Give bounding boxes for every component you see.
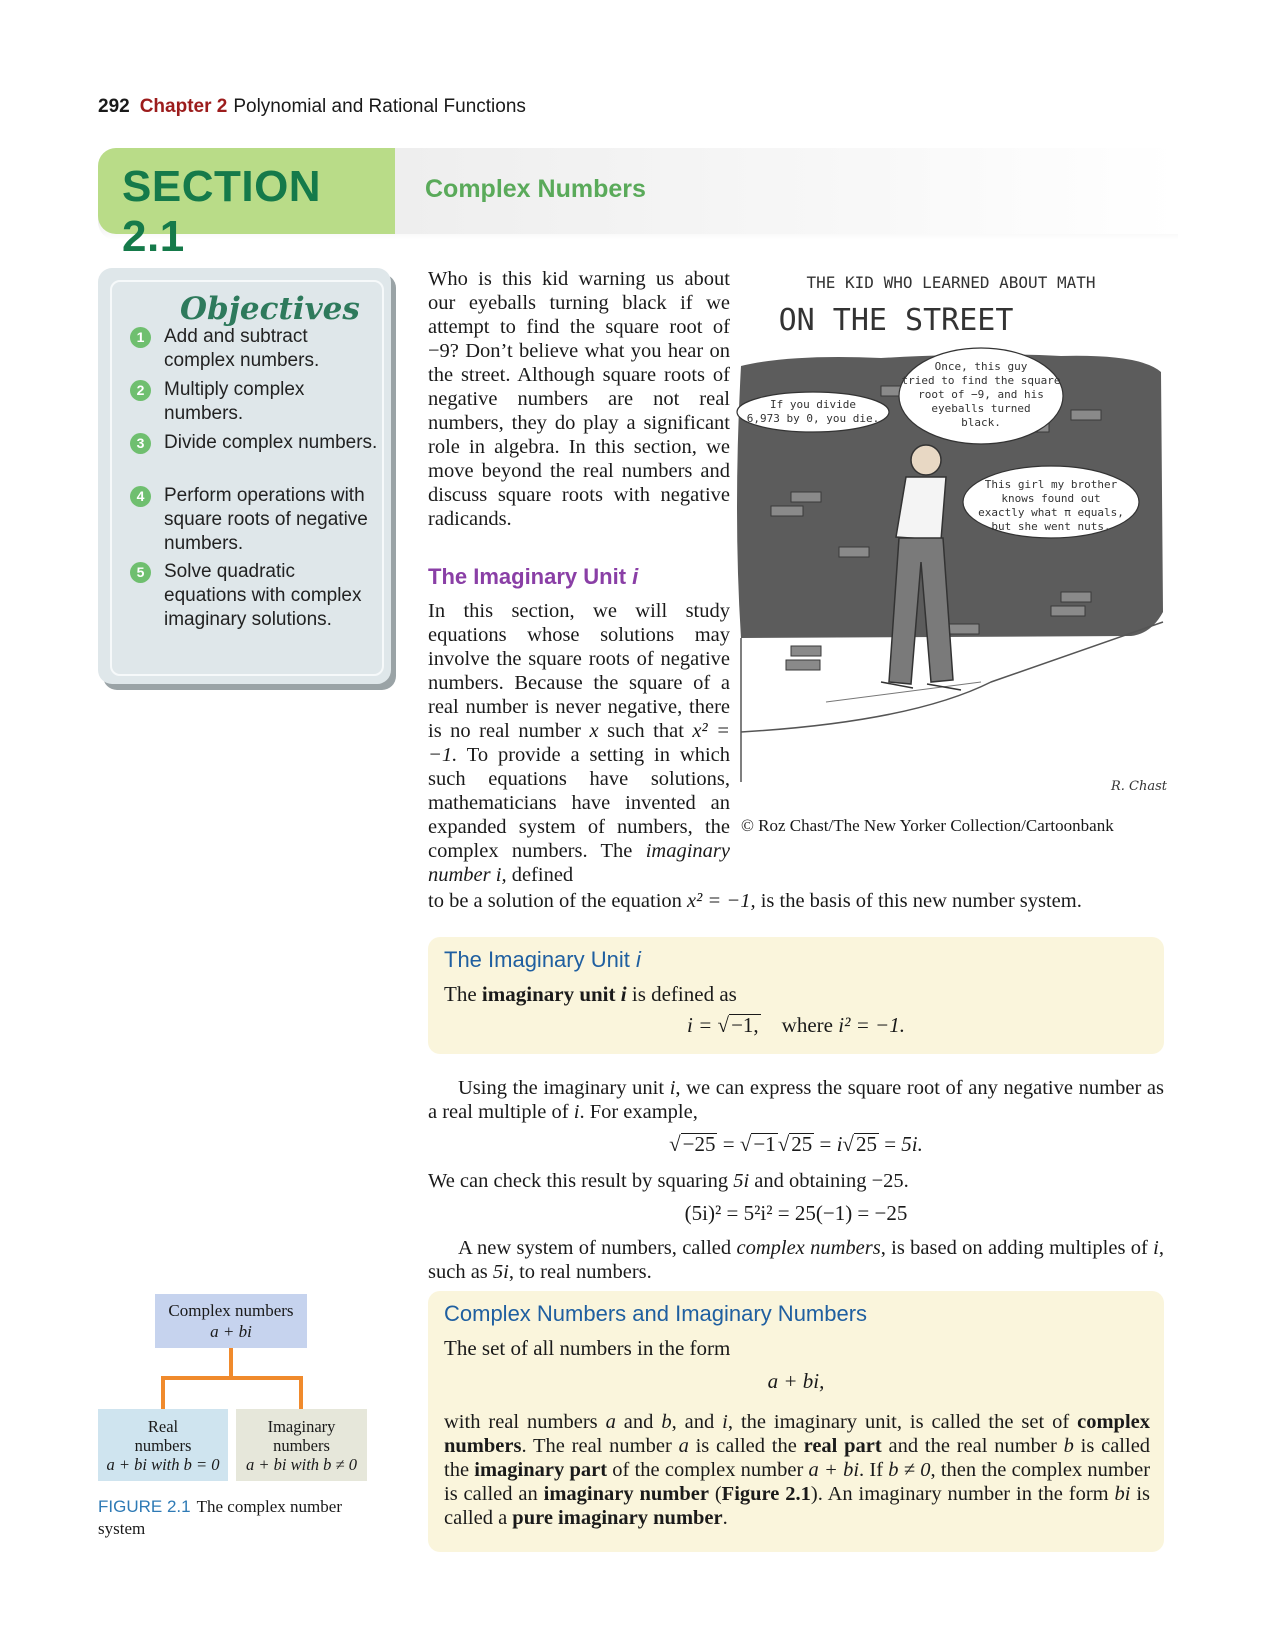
cartoon-title-line2: ON THE STREET bbox=[778, 303, 1014, 338]
bubble2-line2: tried to find the square bbox=[901, 374, 1061, 387]
complex-intro-c: , such as bbox=[428, 1237, 1164, 1283]
box2-s3: , the imaginary unit, is called the set of bbox=[727, 1411, 1070, 1433]
box1-eq-radicand: −1, bbox=[731, 1013, 759, 1037]
section-title: Complex Numbers bbox=[425, 175, 646, 203]
equals-sign: = bbox=[819, 1132, 832, 1156]
var-i: i bbox=[722, 1411, 728, 1433]
figure-node-real-numbers bbox=[98, 1409, 228, 1481]
var-x: x bbox=[589, 720, 599, 742]
box1-line bbox=[444, 982, 737, 1007]
radicand-neg25: −25 bbox=[682, 1132, 716, 1156]
term-imaginary-number: imaginary number bbox=[543, 1483, 709, 1505]
box2-s11: . An imaginary number in the form bbox=[817, 1483, 1109, 1505]
objective-number-badge: 3 bbox=[130, 433, 151, 454]
box1-equation: i = √−1, where i² = −1. bbox=[687, 1013, 905, 1037]
bubble3-line1: This girl my brother bbox=[984, 478, 1118, 491]
var-a: a bbox=[678, 1435, 689, 1457]
cartoon-title-line1: THE KID WHO LEARNED ABOUT MATH bbox=[806, 273, 1096, 292]
equation-x-squared-2: x² = −1, bbox=[687, 890, 756, 912]
box2-s4: . The real number bbox=[521, 1435, 672, 1457]
cartoon-signature: R. Chast bbox=[1111, 779, 1168, 794]
check-text: We can check this result by squaring bbox=[428, 1170, 729, 1192]
var-5i: 5i bbox=[492, 1261, 509, 1283]
var-b: b bbox=[1063, 1435, 1074, 1457]
objective-item bbox=[130, 560, 380, 632]
var-i: i bbox=[1153, 1237, 1159, 1259]
bubble1-line1: If you divide bbox=[769, 398, 857, 411]
box2-line1: The set of all numbers in the form bbox=[444, 1336, 731, 1360]
radicand-25: 25 bbox=[791, 1132, 813, 1156]
node-right-line2: numbers bbox=[273, 1436, 330, 1455]
unit-text-2: such that bbox=[607, 720, 684, 742]
unit-paragraph bbox=[428, 599, 730, 887]
objective-item bbox=[130, 378, 380, 426]
box1-post: is defined as bbox=[631, 982, 737, 1006]
node-left-line1: Real bbox=[147, 1417, 179, 1436]
bubble2-line1: Once, this guy bbox=[934, 360, 1028, 373]
node-left-line3: a + bi with b = 0 bbox=[106, 1455, 220, 1474]
bubble2-line3: root of −9, and his bbox=[918, 388, 1044, 401]
box1-eq-where: where bbox=[781, 1013, 833, 1037]
objective-item bbox=[130, 431, 380, 455]
unit-text-4: defined bbox=[511, 864, 574, 886]
node-right-line1: Imaginary bbox=[267, 1417, 336, 1436]
page-number: 292 bbox=[98, 96, 130, 117]
node-top-line1: Complex numbers bbox=[168, 1301, 294, 1320]
box2-title: Complex Numbers and Imaginary Numbers bbox=[444, 1301, 868, 1326]
term-complex-numbers-bold: complex numbers bbox=[444, 1411, 1150, 1457]
box1-eq-lhs: i = bbox=[687, 1013, 713, 1037]
chapter-title: Polynomial and Rational Functions bbox=[233, 96, 526, 117]
box2-s2: , and bbox=[671, 1411, 715, 1433]
body2-text-a: Using the imaginary unit bbox=[458, 1077, 665, 1099]
figure-reference[interactable]: Figure 2.1 bbox=[721, 1483, 811, 1505]
objective-item bbox=[130, 325, 380, 373]
node-top-line2: a + bi bbox=[210, 1322, 252, 1341]
node-left-line2: numbers bbox=[134, 1436, 192, 1455]
cond-b-not-zero: b ≠ 0 bbox=[888, 1459, 931, 1481]
intro-paragraph: Who is this kid warning us about our eyeballs turning black if we attempt to find the square root of −9? Don’t believe what you hear on the street. Although square roots of negative numbers are not real numbers, they do play a significant role in algebra. In this section, we move beyond the real numbers and discuss square roots with negative radicands. bbox=[428, 268, 730, 530]
var-a: a bbox=[605, 1411, 616, 1433]
term-real-part: real part bbox=[803, 1435, 882, 1457]
running-header bbox=[98, 96, 526, 118]
box2-s5: is called the bbox=[695, 1435, 797, 1457]
bubble3-line4: but she went nuts. bbox=[991, 520, 1111, 533]
subheading-var: i bbox=[632, 564, 639, 589]
complex-intro-e: , to real numbers. bbox=[508, 1261, 652, 1283]
chapter-label: Chapter 2 bbox=[139, 96, 228, 117]
check-equation: (5i)² = 5²i² = 25(−1) = −25 bbox=[684, 1201, 908, 1225]
expr-bi: bi bbox=[1114, 1483, 1131, 1505]
box2-s1: with real numbers bbox=[444, 1411, 598, 1433]
objective-text: Multiply complex numbers. bbox=[164, 379, 305, 424]
bubble1-line2: 6,973 by 0, you die. bbox=[746, 412, 880, 425]
var-i: i bbox=[836, 1132, 843, 1156]
box1-term: imaginary unit bbox=[481, 982, 616, 1006]
objective-text: Solve quadratic equations with complex imaginary solutions. bbox=[164, 561, 362, 630]
objective-number-badge: 4 bbox=[130, 486, 151, 507]
box2-s7: is called the bbox=[444, 1435, 1151, 1481]
body2-text-b: , we can express the square root of any negative number as a real multiple of bbox=[428, 1077, 1165, 1123]
box2-s12: is called a bbox=[444, 1483, 1151, 1529]
box2-s10: , then the complex number is called an bbox=[444, 1459, 1151, 1505]
radicand-neg1: −1 bbox=[753, 1132, 776, 1156]
box1-title-text: The Imaginary Unit bbox=[444, 947, 630, 972]
node-right-line3: a + bi with b ≠ 0 bbox=[246, 1455, 357, 1474]
bubble3-line2: knows found out bbox=[1001, 492, 1101, 505]
var-i: i bbox=[669, 1077, 676, 1099]
objective-text: Perform operations with square roots of negative numbers. bbox=[164, 485, 368, 554]
unit-paragraph-continued bbox=[428, 889, 1148, 913]
bubble2-line5: black. bbox=[961, 416, 1001, 429]
term-pure-imaginary-number: pure imaginary number bbox=[512, 1507, 723, 1529]
body2-text-c: . For example, bbox=[579, 1101, 698, 1123]
cartoon-illustration bbox=[731, 262, 1171, 810]
equation-x-squared: x² = −1. bbox=[428, 720, 730, 766]
var-b: b bbox=[661, 1411, 672, 1433]
equals-sign: = bbox=[722, 1132, 735, 1156]
box2-s9: . If bbox=[859, 1459, 884, 1481]
box2-s13: . bbox=[722, 1507, 728, 1529]
figure-caption-text: The complex number system bbox=[98, 1497, 342, 1538]
complex-intro-a: A new system of numbers, called bbox=[458, 1237, 732, 1259]
unit-text-6: is the basis of this new number system. bbox=[760, 890, 1082, 912]
var-5i: 5i bbox=[733, 1170, 750, 1192]
box2-form: a + bi, bbox=[767, 1369, 825, 1393]
subheading-imaginary-unit bbox=[428, 564, 638, 590]
box2-s8: of the complex number bbox=[612, 1459, 804, 1481]
objective-text: Divide complex numbers. bbox=[164, 432, 378, 453]
equals-sign: = bbox=[884, 1132, 897, 1156]
figure-node-complex-numbers bbox=[155, 1294, 307, 1348]
cartoon-credit: © Roz Chast/The New Yorker Collection/Cartoonbank bbox=[741, 816, 1114, 835]
section-label-band bbox=[98, 148, 395, 261]
box2-and: and bbox=[623, 1411, 654, 1433]
box1-term-var: i bbox=[620, 982, 627, 1006]
bubble2-line4: eyeballs turned bbox=[931, 402, 1031, 415]
objective-number-badge: 2 bbox=[130, 380, 151, 401]
var-i: i bbox=[573, 1101, 580, 1123]
term-imaginary-part: imaginary part bbox=[474, 1459, 608, 1481]
check-sentence bbox=[428, 1169, 1164, 1193]
term-imaginary-number: imaginary number i, bbox=[428, 840, 730, 886]
section-label: SECTION 2.1 bbox=[122, 162, 322, 261]
section-title-band bbox=[395, 148, 1178, 234]
body-paragraph-2 bbox=[428, 1076, 1164, 1124]
subheading-text: The Imaginary Unit bbox=[428, 564, 627, 589]
objective-item bbox=[130, 484, 380, 556]
expr-a-plus-bi: a + bi bbox=[808, 1459, 860, 1481]
objective-text: Add and subtract complex numbers. bbox=[164, 326, 320, 371]
bubble3-line3: exactly what π equals, bbox=[978, 506, 1124, 519]
figure-node-imaginary-numbers bbox=[236, 1409, 367, 1481]
box1-title bbox=[444, 947, 641, 973]
box2-paragraph: with real numbers a and b, and i, the imaginary unit, is called the set of complex numbers. The real number a is called the real part and the real number b is called the imaginary part of the complex number a + bi. If b ≠ 0, then the complex number is called an imaginary number (Figure 2.1). An imaginary number in the form bi is called a pure imaginary number. bbox=[444, 1411, 1151, 1529]
unit-text-1: In this section, we will study equations whose solutions may involve the square roots of negative numbers. Because the square of a real number is never negative, there is no real number bbox=[428, 600, 730, 742]
complex-intro-b: , is based on adding multiples of bbox=[880, 1237, 1148, 1259]
objective-number-badge: 1 bbox=[130, 327, 151, 348]
example-equation-sqrt-neg25: √−25 = √−1√25 = i√25 = 5i. bbox=[669, 1132, 923, 1156]
box1-eq-rhs: i² = −1. bbox=[838, 1013, 905, 1037]
objective-number-badge: 5 bbox=[130, 562, 151, 583]
radicand-25: 25 bbox=[855, 1132, 877, 1156]
figure-connector-lines bbox=[98, 1348, 368, 1410]
figure-caption bbox=[98, 1496, 388, 1540]
unit-text-3: To provide a setting in which such equations have solutions, mathematicians have invented an expanded system of numbers, the complex numbers. The bbox=[428, 744, 730, 862]
result-5i: 5i. bbox=[901, 1132, 923, 1156]
unit-text-5: to be a solution of the equation bbox=[428, 890, 682, 912]
box2-s6: and the real number bbox=[888, 1435, 1057, 1457]
figure-caption-label: FIGURE 2.1 bbox=[98, 1497, 191, 1516]
box1-pre: The bbox=[444, 982, 477, 1006]
check-text-2: and obtaining −25. bbox=[754, 1170, 909, 1192]
objectives-title: Objectives bbox=[180, 291, 360, 327]
term-complex-numbers: complex numbers bbox=[736, 1237, 881, 1259]
box1-title-var: i bbox=[635, 947, 641, 972]
complex-intro-paragraph bbox=[428, 1236, 1164, 1284]
